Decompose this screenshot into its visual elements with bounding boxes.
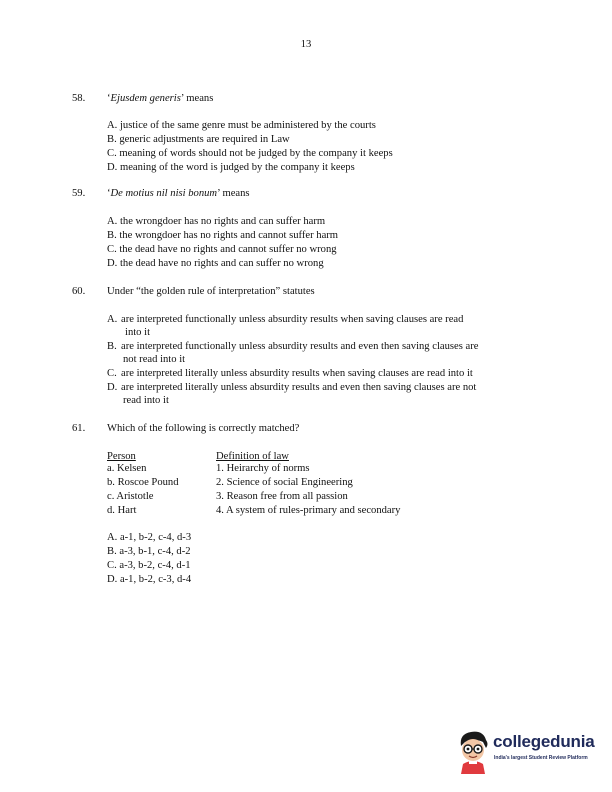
option-line: are interpreted literally unless absurdity results when saving clauses are read into it: [121, 368, 473, 379]
match-person-d: d. Hart: [107, 505, 137, 516]
match-definition-3: 3. Reason free from all passion: [216, 491, 348, 502]
question-60-stem: Under “the golden rule of interpretation” statutes: [107, 286, 315, 297]
question-60-option-b: [107, 340, 532, 366]
match-person-c: c. Aristotle: [107, 491, 154, 502]
question-60-option-c: [107, 367, 532, 380]
match-person-a: a. Kelsen: [107, 463, 147, 474]
question-60-option-d: [107, 381, 532, 407]
match-definition-1: 1. Heirarchy of norms: [216, 463, 310, 474]
option-continuation: read into it: [123, 395, 169, 407]
question-58-term: Ejusdem generis: [110, 93, 181, 104]
question-58-option-c: C. meaning of words should not be judged by the company it keeps: [107, 148, 393, 159]
option-letter: D.: [107, 382, 118, 393]
question-58-option-a: A. justice of the same genre must be administered by the courts: [107, 120, 376, 131]
question-61-option-a: A. a-1, b-2, c-4, d-3: [107, 532, 192, 543]
option-line: are interpreted functionally unless absurdity results when saving clauses are read: [121, 314, 464, 325]
question-58-option-d: D. meaning of the word is judged by the company it keeps: [107, 162, 355, 173]
match-person-b: b. Roscoe Pound: [107, 477, 179, 488]
option-letter: C.: [107, 368, 117, 379]
match-definition-4: 4. A system of rules-primary and secondary: [216, 505, 401, 516]
question-61-option-b: B. a-3, b-1, c-4, d-2: [107, 546, 191, 557]
page-number: 13: [300, 39, 312, 50]
option-continuation: into it: [125, 327, 151, 339]
question-61-stem: Which of the following is correctly matched?: [107, 423, 300, 434]
match-definition-2: 2. Science of social Engineering: [216, 477, 353, 488]
question-58-stem-rest: means: [183, 93, 214, 104]
match-col2-header: Definition of law: [216, 451, 289, 462]
question-59-term: De motius nil nisi bonum: [110, 188, 218, 199]
mascot-icon: [455, 728, 493, 774]
match-col1-header: Person: [107, 451, 136, 462]
question-59-option-c: C. the dead have no rights and cannot suffer no wrong: [107, 244, 337, 255]
option-letter: A.: [107, 314, 118, 325]
question-59-option-b: B. the wrongdoer has no rights and cannot suffer harm: [107, 230, 339, 241]
question-60-option-a: [107, 313, 532, 339]
question-59-option-a: A. the wrongdoer has no rights and can suffer harm: [107, 216, 326, 227]
logo-tagline: India's largest Student Review Platform: [494, 755, 588, 761]
question-58-number: 58.: [72, 93, 86, 104]
question-59-stem-rest: means: [219, 188, 250, 199]
option-continuation: not read into it: [123, 354, 186, 366]
question-61-number: 61.: [72, 423, 86, 434]
question-59-stem: ‘De motius nil nisi bonum’ means: [107, 188, 250, 199]
question-61-option-c: C. a-3, b-2, c-4, d-1: [107, 560, 191, 571]
option-line: are interpreted functionally unless absurdity results and even then saving clauses are: [121, 341, 479, 352]
option-letter: B.: [107, 341, 117, 352]
logo-brand-text: collegedunia: [493, 732, 595, 751]
question-59-option-d: D. the dead have no rights and can suffer no wrong: [107, 258, 324, 269]
question-58-stem: ‘Ejusdem generis’ means: [107, 93, 214, 104]
question-58-option-b: B. generic adjustments are required in Law: [107, 134, 290, 145]
option-line: are interpreted literally unless absurdity results and even then saving clauses are not: [121, 382, 477, 393]
question-61-option-d: D. a-1, b-2, c-3, d-4: [107, 574, 192, 585]
question-60-number: 60.: [72, 286, 86, 297]
collegedunia-logo[interactable]: [455, 728, 603, 776]
question-59-number: 59.: [72, 188, 86, 199]
